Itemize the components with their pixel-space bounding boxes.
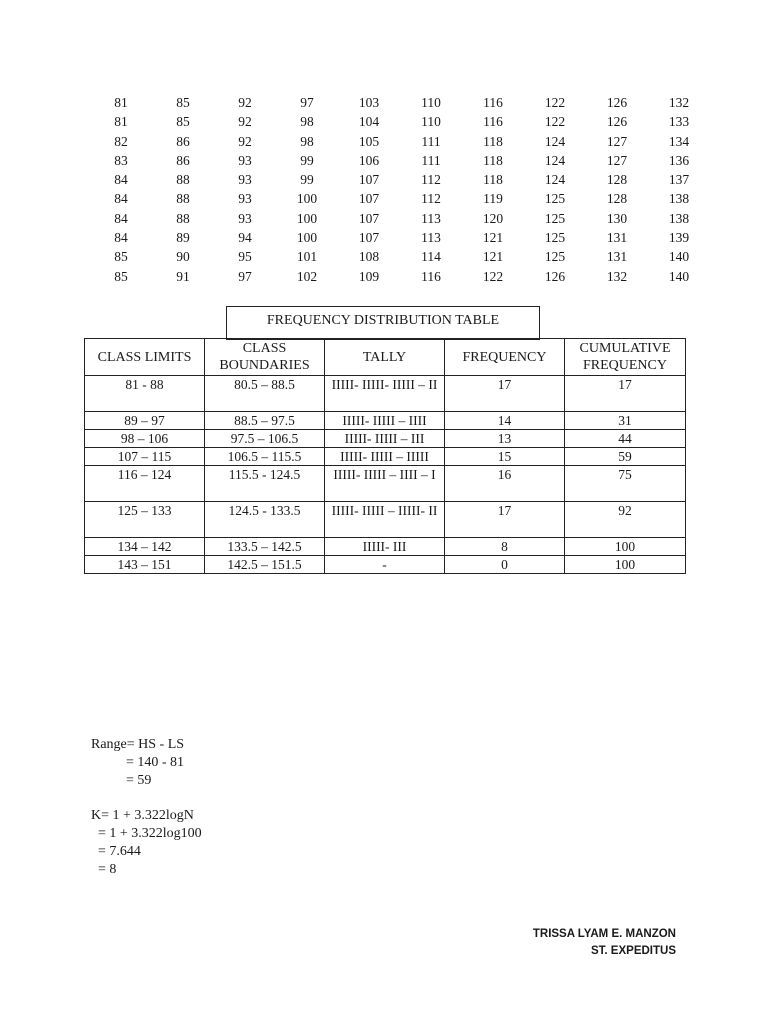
header-cumulative-frequency: CUMULATIVE FREQUENCY [565,339,686,376]
raw-data-cell: 92 [238,133,252,149]
raw-data-cell: 127 [606,152,628,168]
raw-data-cell: 110 [421,114,441,130]
raw-data-cell: 99 [300,172,314,188]
raw-data-cell: 120 [482,210,504,226]
raw-data-row [90,228,710,247]
frequency-distribution-table [84,338,686,574]
class-limits-cell: 125 – 133 [85,502,205,538]
table-row [85,502,686,538]
table-row [85,376,686,412]
raw-data-cell: 86 [176,152,190,168]
raw-data-row [90,112,710,131]
raw-data-cell: 131 [606,230,628,246]
raw-data-cell: 103 [358,95,380,110]
class-limits-cell: 134 – 142 [85,538,205,556]
k-line-2: = 1 + 3.322log100 [91,826,202,841]
raw-data-cell: 98 [300,133,314,149]
tally-cell: IIIII- IIIII – III [325,430,445,448]
raw-data-cell: 140 [668,249,690,265]
raw-data-row [90,267,710,286]
raw-data-cell: 114 [421,249,441,265]
header-class-boundaries: CLASS BOUNDARIES [205,339,325,376]
raw-data-cell: 121 [482,249,504,265]
raw-data-cell: 113 [421,230,441,246]
raw-data-cell: 126 [606,114,628,130]
k-line-3: = 7.644 [91,844,141,859]
raw-data-cell: 85 [114,268,128,284]
raw-data-cell: 139 [668,230,690,246]
raw-data-cell: 124 [544,133,566,149]
raw-data-cell: 128 [606,191,628,207]
cumulative-frequency-cell: 92 [565,502,686,538]
table-header-row [85,339,686,376]
class-limits-cell: 143 – 151 [85,556,205,574]
class-limits-cell: 81 - 88 [85,376,205,412]
raw-data-cell: 124 [544,152,566,168]
raw-data-cell: 130 [606,210,628,226]
raw-data-cell: 108 [358,249,380,265]
raw-data-cell: 93 [238,172,252,188]
raw-data-cell: 107 [358,210,380,226]
cumulative-frequency-cell: 59 [565,448,686,466]
raw-data-cell: 140 [668,268,690,284]
range-calculation [91,736,184,790]
k-calculation [91,807,202,879]
raw-data-cell: 112 [421,191,441,207]
raw-data-cell: 122 [482,268,504,284]
raw-data-cell: 98 [300,114,314,130]
table-row [85,448,686,466]
raw-data-cell: 89 [176,230,190,246]
raw-data-row [90,132,710,151]
raw-data-cell: 102 [296,268,318,284]
raw-data-cell: 101 [296,249,318,265]
frequency-cell: 17 [445,376,565,412]
raw-data-cell: 95 [238,249,252,265]
class-boundaries-cell: 88.5 – 97.5 [205,412,325,430]
raw-data-cell: 82 [114,133,128,149]
tally-cell: IIIII- IIIII- IIIII – II [325,376,445,412]
table-row [85,556,686,574]
raw-data-cell: 93 [238,152,252,168]
frequency-cell: 17 [445,502,565,538]
raw-data-cell: 136 [668,152,690,168]
raw-data-cell: 84 [114,172,128,188]
class-boundaries-cell: 124.5 - 133.5 [205,502,325,538]
raw-data-row [90,170,710,189]
table-row [85,538,686,556]
raw-data-cell: 97 [238,268,252,284]
raw-data-cell: 119 [483,191,503,207]
raw-data-cell: 85 [176,95,190,110]
author-name: TRISSA LYAM E. MANZON [532,928,676,940]
raw-data-cell: 81 [114,114,128,130]
raw-data-cell: 121 [482,230,504,246]
raw-data-cell: 107 [358,172,380,188]
raw-data-cell: 84 [114,210,128,226]
raw-data-row [90,209,710,228]
frequency-cell: 8 [445,538,565,556]
range-line-2: = 140 - 81 [91,755,185,770]
raw-data-cell: 90 [176,249,190,265]
table-row [85,412,686,430]
raw-data-cell: 104 [358,114,380,130]
raw-data-cell: 91 [176,268,190,284]
raw-data-cell: 118 [483,172,503,188]
raw-data-cell: 106 [358,152,380,168]
header-class-limits: CLASS LIMITS [85,339,205,376]
raw-data-cell: 109 [358,268,380,284]
raw-data-cell: 84 [114,230,128,246]
cumulative-frequency-cell: 100 [565,556,686,574]
raw-data-cell: 122 [544,95,566,110]
raw-data-cell: 118 [483,133,503,149]
raw-data-cell: 86 [176,133,190,149]
raw-data-cell: 92 [238,114,252,130]
raw-data-cell: 107 [358,191,380,207]
raw-data-cell: 100 [296,230,318,246]
class-boundaries-cell: 80.5 – 88.5 [205,376,325,412]
raw-data-cell: 126 [544,268,566,284]
raw-data-cell: 125 [544,210,566,226]
class-boundaries-cell: 133.5 – 142.5 [205,538,325,556]
class-boundaries-cell: 115.5 - 124.5 [205,466,325,502]
raw-data-cell: 134 [668,133,690,149]
raw-data-cell: 113 [421,210,441,226]
class-limits-cell: 116 – 124 [85,466,205,502]
raw-data-cell: 83 [114,152,128,168]
raw-data-row [90,151,710,170]
raw-data-cell: 93 [238,191,252,207]
raw-data-cell: 111 [421,133,441,149]
raw-data-cell: 125 [544,230,566,246]
raw-data-cell: 118 [483,152,503,168]
raw-data-cell: 122 [544,114,566,130]
tally-cell: IIIII- IIIII – IIII [325,412,445,430]
table-title: FREQUENCY DISTRIBUTION TABLE [226,306,540,340]
tally-cell: - [325,556,445,574]
raw-data-cell: 105 [358,133,380,149]
raw-data-cell: 88 [176,191,190,207]
raw-data-cell: 81 [114,95,128,110]
raw-data-cell: 112 [421,172,441,188]
raw-data-cell: 88 [176,172,190,188]
tally-cell: IIIII- III [325,538,445,556]
cumulative-frequency-cell: 44 [565,430,686,448]
frequency-cell: 0 [445,556,565,574]
class-limits-cell: 89 – 97 [85,412,205,430]
raw-data-cell: 97 [300,95,314,110]
raw-data-cell: 124 [544,172,566,188]
raw-data-cell: 92 [238,95,252,110]
raw-data-cell: 111 [421,152,441,168]
tally-cell: IIIII- IIIII – IIIII [325,448,445,466]
raw-data-cell: 128 [606,172,628,188]
cumulative-frequency-cell: 17 [565,376,686,412]
tally-cell: IIIII- IIIII – IIIII- II [325,502,445,538]
frequency-cell: 16 [445,466,565,502]
raw-data-cell: 138 [668,210,690,226]
class-boundaries-cell: 106.5 – 115.5 [205,448,325,466]
raw-data-cell: 131 [606,249,628,265]
k-line-4: = 8 [91,862,117,877]
table-row [85,466,686,502]
header-frequency: FREQUENCY [445,339,565,376]
raw-data-cell: 110 [421,95,441,110]
raw-data-cell: 125 [544,191,566,207]
raw-data-cell: 93 [238,210,252,226]
cumulative-frequency-cell: 100 [565,538,686,556]
raw-data-cell: 100 [296,191,318,207]
raw-data-cell: 107 [358,230,380,246]
raw-data-cell: 116 [421,268,441,284]
raw-data-cell: 137 [668,172,690,188]
raw-data-cell: 116 [483,95,503,110]
class-boundaries-cell: 142.5 – 151.5 [205,556,325,574]
raw-data-cell: 85 [176,114,190,130]
raw-data-cell: 94 [238,230,252,246]
raw-data-cell: 127 [606,133,628,149]
range-line-3: = 59 [91,773,152,788]
signature-block [533,926,676,960]
range-line-1: Range= HS - LS [91,737,185,752]
raw-data-cell: 138 [668,191,690,207]
k-line-1: K= 1 + 3.322logN [91,808,194,823]
raw-data-grid [90,93,710,286]
frequency-cell: 15 [445,448,565,466]
raw-data-cell: 133 [668,114,690,130]
class-limits-cell: 98 – 106 [85,430,205,448]
class-limits-cell: 107 – 115 [85,448,205,466]
raw-data-cell: 85 [114,249,128,265]
raw-data-cell: 100 [296,210,318,226]
class-boundaries-cell: 97.5 – 106.5 [205,430,325,448]
raw-data-cell: 84 [114,191,128,207]
raw-data-cell: 88 [176,210,190,226]
raw-data-row [90,93,710,112]
frequency-cell: 14 [445,412,565,430]
raw-data-row [90,189,710,208]
raw-data-cell: 132 [668,95,690,110]
table-row [85,430,686,448]
raw-data-cell: 126 [606,95,628,110]
cumulative-frequency-cell: 31 [565,412,686,430]
cumulative-frequency-cell: 75 [565,466,686,502]
header-tally: TALLY [325,339,445,376]
section-name: ST. EXPEDITUS [591,945,676,957]
raw-data-cell: 99 [300,152,314,168]
tally-cell: IIIII- IIIII – IIII – I [325,466,445,502]
raw-data-row [90,247,710,266]
frequency-cell: 13 [445,430,565,448]
raw-data-cell: 132 [606,268,628,284]
raw-data-cell: 116 [483,114,503,130]
raw-data-cell: 125 [544,249,566,265]
